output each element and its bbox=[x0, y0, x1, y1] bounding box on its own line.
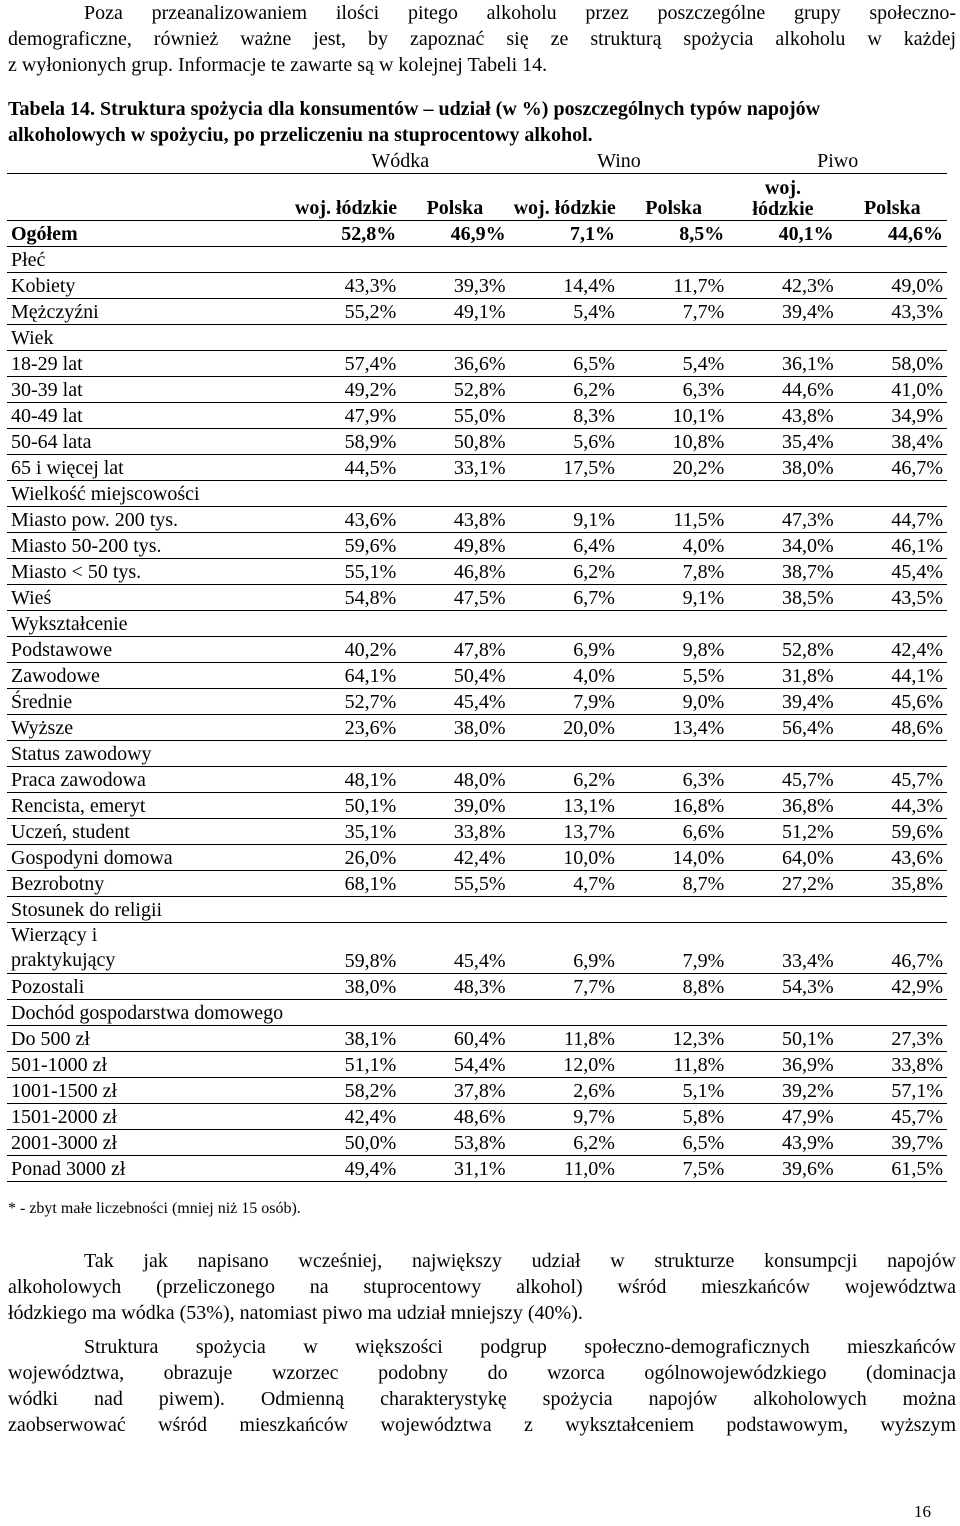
value-cell: 11,0% bbox=[510, 1156, 619, 1182]
value-cell: 8,5% bbox=[619, 221, 728, 247]
value-cell: 55,2% bbox=[291, 299, 400, 325]
value-cell: 36,1% bbox=[728, 351, 837, 377]
value-cell: 34,9% bbox=[838, 403, 947, 429]
value-cell: 44,5% bbox=[291, 455, 400, 481]
value-cell: 37,8% bbox=[400, 1078, 509, 1104]
value-cell: 4,0% bbox=[619, 533, 728, 559]
value-cell: 52,7% bbox=[291, 689, 400, 715]
value-cell: 9,8% bbox=[619, 637, 728, 663]
value-cell: 50,1% bbox=[728, 1026, 837, 1052]
value-cell: 38,5% bbox=[728, 585, 837, 611]
table-row bbox=[7, 637, 947, 663]
row-label: Kobiety bbox=[7, 273, 291, 299]
table-caption bbox=[8, 96, 956, 148]
table-row bbox=[7, 1078, 947, 1104]
table-row bbox=[7, 793, 947, 819]
value-cell: 42,4% bbox=[838, 637, 947, 663]
subheader-country: Polska bbox=[838, 174, 947, 221]
value-cell: 42,4% bbox=[291, 1104, 400, 1130]
value-cell: 6,2% bbox=[510, 767, 619, 793]
value-cell: 6,2% bbox=[510, 377, 619, 403]
value-cell: 5,1% bbox=[619, 1078, 728, 1104]
table-row bbox=[7, 689, 947, 715]
outro-line: alkoholowych (przeliczonego na stuprocentowy alkohol) wśród mieszkańców województwa bbox=[8, 1276, 956, 1298]
table-row bbox=[7, 871, 947, 897]
value-cell: 5,6% bbox=[510, 429, 619, 455]
value-cell: 58,2% bbox=[291, 1078, 400, 1104]
group-label: Wielkość miejscowości bbox=[7, 481, 947, 507]
value-cell: 46,9% bbox=[400, 221, 509, 247]
value-cell: 57,4% bbox=[291, 351, 400, 377]
value-cell: 42,3% bbox=[728, 273, 837, 299]
value-cell: 51,1% bbox=[291, 1052, 400, 1078]
consumption-structure-table bbox=[7, 148, 947, 1182]
value-cell: 58,0% bbox=[838, 351, 947, 377]
value-cell: 20,0% bbox=[510, 715, 619, 741]
value-cell: 49,8% bbox=[400, 533, 509, 559]
value-cell: 43,6% bbox=[291, 507, 400, 533]
value-cell: 44,3% bbox=[838, 793, 947, 819]
value-cell: 48,6% bbox=[400, 1104, 509, 1130]
value-cell: 42,9% bbox=[838, 974, 947, 1000]
value-cell: 50,4% bbox=[400, 663, 509, 689]
value-cell: 7,8% bbox=[619, 559, 728, 585]
value-cell: 11,8% bbox=[619, 1052, 728, 1078]
value-cell: 16,8% bbox=[619, 793, 728, 819]
group-header-vodka: Wódka bbox=[291, 148, 510, 174]
table-row bbox=[7, 1026, 947, 1052]
value-cell: 54,8% bbox=[291, 585, 400, 611]
value-cell: 27,2% bbox=[728, 871, 837, 897]
table-footnote: * - zbyt małe liczebności (mniej niż 15 osób). bbox=[8, 1200, 301, 1217]
value-cell: 50,8% bbox=[400, 429, 509, 455]
value-cell: 39,3% bbox=[400, 273, 509, 299]
value-cell: 12,3% bbox=[619, 1026, 728, 1052]
value-cell: 46,7% bbox=[838, 923, 947, 974]
value-cell: 52,8% bbox=[291, 221, 400, 247]
value-cell: 2,6% bbox=[510, 1078, 619, 1104]
table-group-row bbox=[7, 247, 947, 273]
value-cell: 31,1% bbox=[400, 1156, 509, 1182]
caption-line: alkoholowych w spożyciu, po przeliczeniu na stuprocentowy alkohol. bbox=[8, 124, 593, 146]
row-label: 30-39 lat bbox=[7, 377, 291, 403]
value-cell: 43,8% bbox=[728, 403, 837, 429]
value-cell: 6,9% bbox=[510, 923, 619, 974]
value-cell: 45,7% bbox=[728, 767, 837, 793]
value-cell: 6,5% bbox=[510, 351, 619, 377]
value-cell: 38,1% bbox=[291, 1026, 400, 1052]
value-cell: 55,1% bbox=[291, 559, 400, 585]
caption-line: Tabela 14. Struktura spożycia dla konsumentów – udział (w %) poszczególnych typów napojów bbox=[8, 98, 821, 120]
value-cell: 11,5% bbox=[619, 507, 728, 533]
value-cell: 5,4% bbox=[510, 299, 619, 325]
value-cell: 9,1% bbox=[619, 585, 728, 611]
row-label: Do 500 zł bbox=[7, 1026, 291, 1052]
row-label-line: Wierzący i bbox=[11, 924, 98, 946]
table-row bbox=[7, 559, 947, 585]
table-group-row bbox=[7, 741, 947, 767]
row-label: 40-49 lat bbox=[7, 403, 291, 429]
value-cell: 17,5% bbox=[510, 455, 619, 481]
value-cell: 5,5% bbox=[619, 663, 728, 689]
table-group-row bbox=[7, 897, 947, 923]
value-cell: 64,0% bbox=[728, 845, 837, 871]
value-cell: 47,8% bbox=[400, 637, 509, 663]
value-cell: 39,2% bbox=[728, 1078, 837, 1104]
value-cell: 6,2% bbox=[510, 1130, 619, 1156]
value-cell: 33,8% bbox=[838, 1052, 947, 1078]
value-cell: 10,1% bbox=[619, 403, 728, 429]
value-cell: 51,2% bbox=[728, 819, 837, 845]
value-cell: 4,0% bbox=[510, 663, 619, 689]
value-cell: 59,6% bbox=[291, 533, 400, 559]
value-cell: 40,1% bbox=[728, 221, 837, 247]
value-cell: 59,8% bbox=[291, 923, 400, 974]
subheader-region bbox=[728, 174, 837, 221]
value-cell: 39,7% bbox=[838, 1130, 947, 1156]
value-cell: 47,9% bbox=[728, 1104, 837, 1130]
table-row bbox=[7, 767, 947, 793]
table-corner-cell bbox=[7, 174, 291, 221]
row-label: 50-64 lata bbox=[7, 429, 291, 455]
value-cell: 45,4% bbox=[838, 559, 947, 585]
row-label: 501-1000 zł bbox=[7, 1052, 291, 1078]
row-label: Uczeń, student bbox=[7, 819, 291, 845]
value-cell: 43,6% bbox=[838, 845, 947, 871]
value-cell: 5,4% bbox=[619, 351, 728, 377]
value-cell: 52,8% bbox=[728, 637, 837, 663]
subheader-region: woj. łódzkie bbox=[291, 174, 400, 221]
group-label: Wiek bbox=[7, 325, 947, 351]
value-cell: 13,1% bbox=[510, 793, 619, 819]
outro-paragraph-1 bbox=[8, 1248, 956, 1326]
table-row bbox=[7, 923, 947, 974]
value-cell: 4,7% bbox=[510, 871, 619, 897]
row-label: Wyższe bbox=[7, 715, 291, 741]
value-cell: 27,3% bbox=[838, 1026, 947, 1052]
value-cell: 48,1% bbox=[291, 767, 400, 793]
row-label: Praca zawodowa bbox=[7, 767, 291, 793]
value-cell: 7,9% bbox=[619, 923, 728, 974]
value-cell: 14,0% bbox=[619, 845, 728, 871]
value-cell: 7,5% bbox=[619, 1156, 728, 1182]
value-cell: 55,0% bbox=[400, 403, 509, 429]
table-row bbox=[7, 1130, 947, 1156]
value-cell: 56,4% bbox=[728, 715, 837, 741]
table-row bbox=[7, 273, 947, 299]
outro-line: wódki nad piwem). Odmienną charakterystykę spożycia napojów alkoholowych można bbox=[8, 1388, 956, 1410]
value-cell: 10,8% bbox=[619, 429, 728, 455]
value-cell: 34,0% bbox=[728, 533, 837, 559]
table-row bbox=[7, 845, 947, 871]
value-cell: 20,2% bbox=[619, 455, 728, 481]
row-label: Miasto 50-200 tys. bbox=[7, 533, 291, 559]
table-group-row bbox=[7, 481, 947, 507]
value-cell: 9,0% bbox=[619, 689, 728, 715]
value-cell: 35,1% bbox=[291, 819, 400, 845]
outro-paragraph-2 bbox=[8, 1334, 956, 1438]
table-group-header-row bbox=[7, 148, 947, 174]
row-label: Wieś bbox=[7, 585, 291, 611]
value-cell: 8,7% bbox=[619, 871, 728, 897]
value-cell: 39,0% bbox=[400, 793, 509, 819]
row-label: Miasto < 50 tys. bbox=[7, 559, 291, 585]
value-cell: 5,8% bbox=[619, 1104, 728, 1130]
table-row bbox=[7, 299, 947, 325]
value-cell: 9,7% bbox=[510, 1104, 619, 1130]
value-cell: 44,7% bbox=[838, 507, 947, 533]
group-header-wine: Wino bbox=[510, 148, 729, 174]
value-cell: 11,8% bbox=[510, 1026, 619, 1052]
value-cell: 45,4% bbox=[400, 923, 509, 974]
value-cell: 6,3% bbox=[619, 767, 728, 793]
value-cell: 54,4% bbox=[400, 1052, 509, 1078]
group-header-beer: Piwo bbox=[728, 148, 947, 174]
table-row bbox=[7, 429, 947, 455]
row-label-line: praktykujący bbox=[11, 949, 116, 971]
table-row bbox=[7, 1104, 947, 1130]
table-row bbox=[7, 663, 947, 689]
value-cell: 61,5% bbox=[838, 1156, 947, 1182]
group-label: Płeć bbox=[7, 247, 947, 273]
value-cell: 47,3% bbox=[728, 507, 837, 533]
value-cell: 40,2% bbox=[291, 637, 400, 663]
value-cell: 47,9% bbox=[291, 403, 400, 429]
subheader-region: woj. łódzkie bbox=[510, 174, 619, 221]
value-cell: 39,6% bbox=[728, 1156, 837, 1182]
value-cell: 35,8% bbox=[838, 871, 947, 897]
value-cell: 64,1% bbox=[291, 663, 400, 689]
row-label: 18-29 lat bbox=[7, 351, 291, 377]
value-cell: 36,8% bbox=[728, 793, 837, 819]
value-cell: 46,1% bbox=[838, 533, 947, 559]
subheader-country: Polska bbox=[400, 174, 509, 221]
value-cell: 43,3% bbox=[291, 273, 400, 299]
table-row bbox=[7, 455, 947, 481]
value-cell: 6,2% bbox=[510, 559, 619, 585]
row-label: Zawodowe bbox=[7, 663, 291, 689]
outro-line: zaobserwować wśród mieszkańców województwa z wykształceniem podstawowym, wyższym bbox=[8, 1414, 956, 1436]
value-cell: 38,0% bbox=[728, 455, 837, 481]
value-cell: 39,4% bbox=[728, 689, 837, 715]
row-label: Rencista, emeryt bbox=[7, 793, 291, 819]
value-cell: 47,5% bbox=[400, 585, 509, 611]
table-row bbox=[7, 507, 947, 533]
row-label: 1501-2000 zł bbox=[7, 1104, 291, 1130]
value-cell: 6,3% bbox=[619, 377, 728, 403]
row-label: Średnie bbox=[7, 689, 291, 715]
value-cell: 10,0% bbox=[510, 845, 619, 871]
value-cell: 45,6% bbox=[838, 689, 947, 715]
value-cell: 6,6% bbox=[619, 819, 728, 845]
value-cell: 44,1% bbox=[838, 663, 947, 689]
value-cell: 48,3% bbox=[400, 974, 509, 1000]
value-cell: 45,7% bbox=[838, 1104, 947, 1130]
row-label: Bezrobotny bbox=[7, 871, 291, 897]
value-cell: 41,0% bbox=[838, 377, 947, 403]
value-cell: 6,4% bbox=[510, 533, 619, 559]
value-cell: 6,5% bbox=[619, 1130, 728, 1156]
value-cell: 68,1% bbox=[291, 871, 400, 897]
table-row bbox=[7, 377, 947, 403]
value-cell: 46,8% bbox=[400, 559, 509, 585]
value-cell: 13,7% bbox=[510, 819, 619, 845]
value-cell: 54,3% bbox=[728, 974, 837, 1000]
table-corner-cell bbox=[7, 148, 291, 174]
outro-line: województwa, obrazuje wzorzec podobny do wzorca ogólnowojewódzkiego (dominacja bbox=[8, 1362, 956, 1384]
table-row bbox=[7, 974, 947, 1000]
group-label: Dochód gospodarstwa domowego bbox=[7, 1000, 947, 1026]
table-row bbox=[7, 819, 947, 845]
value-cell: 50,1% bbox=[291, 793, 400, 819]
value-cell: 9,1% bbox=[510, 507, 619, 533]
row-label bbox=[7, 923, 291, 974]
value-cell: 60,4% bbox=[400, 1026, 509, 1052]
value-cell: 46,7% bbox=[838, 455, 947, 481]
outro-line: łódzkiego ma wódka (53%), natomiast piwo ma udział mniejszy (40%). bbox=[8, 1302, 583, 1324]
value-cell: 52,8% bbox=[400, 377, 509, 403]
value-cell: 57,1% bbox=[838, 1078, 947, 1104]
value-cell: 38,7% bbox=[728, 559, 837, 585]
value-cell: 11,7% bbox=[619, 273, 728, 299]
page-number: 16 bbox=[914, 1502, 931, 1521]
table-group-row bbox=[7, 611, 947, 637]
value-cell: 42,4% bbox=[400, 845, 509, 871]
value-cell: 26,0% bbox=[291, 845, 400, 871]
value-cell: 12,0% bbox=[510, 1052, 619, 1078]
row-label: 1001-1500 zł bbox=[7, 1078, 291, 1104]
table-group-row bbox=[7, 325, 947, 351]
value-cell: 45,7% bbox=[838, 767, 947, 793]
value-cell: 59,6% bbox=[838, 819, 947, 845]
value-cell: 6,7% bbox=[510, 585, 619, 611]
value-cell: 38,4% bbox=[838, 429, 947, 455]
value-cell: 58,9% bbox=[291, 429, 400, 455]
row-label: Ogółem bbox=[7, 221, 291, 247]
value-cell: 43,8% bbox=[400, 507, 509, 533]
table-row bbox=[7, 533, 947, 559]
table-subheader-row bbox=[7, 174, 947, 221]
value-cell: 44,6% bbox=[728, 377, 837, 403]
value-cell: 33,1% bbox=[400, 455, 509, 481]
group-label: Stosunek do religii bbox=[7, 897, 947, 923]
row-label: Miasto pow. 200 tys. bbox=[7, 507, 291, 533]
value-cell: 33,8% bbox=[400, 819, 509, 845]
value-cell: 7,7% bbox=[510, 974, 619, 1000]
value-cell: 50,0% bbox=[291, 1130, 400, 1156]
value-cell: 39,4% bbox=[728, 299, 837, 325]
value-cell: 43,5% bbox=[838, 585, 947, 611]
value-cell: 7,1% bbox=[510, 221, 619, 247]
intro-line: Poza przeanalizowaniem ilości pitego alkoholu przez poszczególne grupy społeczno- bbox=[84, 2, 956, 24]
row-label: Pozostali bbox=[7, 974, 291, 1000]
intro-paragraph bbox=[8, 0, 956, 78]
intro-line: demograficzne, również ważne jest, by zapoznać się ze strukturą spożycia alkoholu w każdej bbox=[8, 28, 956, 50]
value-cell: 38,0% bbox=[291, 974, 400, 1000]
subheader-country: Polska bbox=[619, 174, 728, 221]
value-cell: 33,4% bbox=[728, 923, 837, 974]
value-cell: 13,4% bbox=[619, 715, 728, 741]
row-label: 65 i więcej lat bbox=[7, 455, 291, 481]
value-cell: 36,6% bbox=[400, 351, 509, 377]
row-label: Podstawowe bbox=[7, 637, 291, 663]
table-total-row bbox=[7, 221, 947, 247]
table-row bbox=[7, 351, 947, 377]
value-cell: 48,0% bbox=[400, 767, 509, 793]
table-row bbox=[7, 403, 947, 429]
subheader-region-line1: woj. bbox=[764, 177, 802, 199]
value-cell: 45,4% bbox=[400, 689, 509, 715]
table-row bbox=[7, 1156, 947, 1182]
value-cell: 49,0% bbox=[838, 273, 947, 299]
value-cell: 49,1% bbox=[400, 299, 509, 325]
table-group-row bbox=[7, 1000, 947, 1026]
value-cell: 49,4% bbox=[291, 1156, 400, 1182]
value-cell: 35,4% bbox=[728, 429, 837, 455]
value-cell: 6,9% bbox=[510, 637, 619, 663]
row-label: Gospodyni domowa bbox=[7, 845, 291, 871]
outro-line: Tak jak napisano wcześniej, największy udział w strukturze konsumpcji napojów bbox=[84, 1250, 956, 1272]
value-cell: 44,6% bbox=[838, 221, 947, 247]
value-cell: 8,8% bbox=[619, 974, 728, 1000]
value-cell: 53,8% bbox=[400, 1130, 509, 1156]
value-cell: 36,9% bbox=[728, 1052, 837, 1078]
value-cell: 43,3% bbox=[838, 299, 947, 325]
row-label: Ponad 3000 zł bbox=[7, 1156, 291, 1182]
value-cell: 23,6% bbox=[291, 715, 400, 741]
value-cell: 7,9% bbox=[510, 689, 619, 715]
subheader-region-line2: łódzkie bbox=[752, 198, 814, 220]
value-cell: 43,9% bbox=[728, 1130, 837, 1156]
value-cell: 8,3% bbox=[510, 403, 619, 429]
value-cell: 55,5% bbox=[400, 871, 509, 897]
group-label: Status zawodowy bbox=[7, 741, 947, 767]
table-row bbox=[7, 715, 947, 741]
value-cell: 7,7% bbox=[619, 299, 728, 325]
intro-line: z wyłonionych grup. Informacje te zawarte są w kolejnej Tabeli 14. bbox=[8, 54, 548, 76]
value-cell: 31,8% bbox=[728, 663, 837, 689]
table-row bbox=[7, 585, 947, 611]
value-cell: 38,0% bbox=[400, 715, 509, 741]
table-row bbox=[7, 1052, 947, 1078]
row-label: 2001-3000 zł bbox=[7, 1130, 291, 1156]
value-cell: 49,2% bbox=[291, 377, 400, 403]
outro-line: Struktura spożycia w większości podgrup społeczno-demograficznych mieszkańców bbox=[84, 1336, 956, 1358]
value-cell: 48,6% bbox=[838, 715, 947, 741]
value-cell: 14,4% bbox=[510, 273, 619, 299]
group-label: Wykształcenie bbox=[7, 611, 947, 637]
row-label: Mężczyźni bbox=[7, 299, 291, 325]
